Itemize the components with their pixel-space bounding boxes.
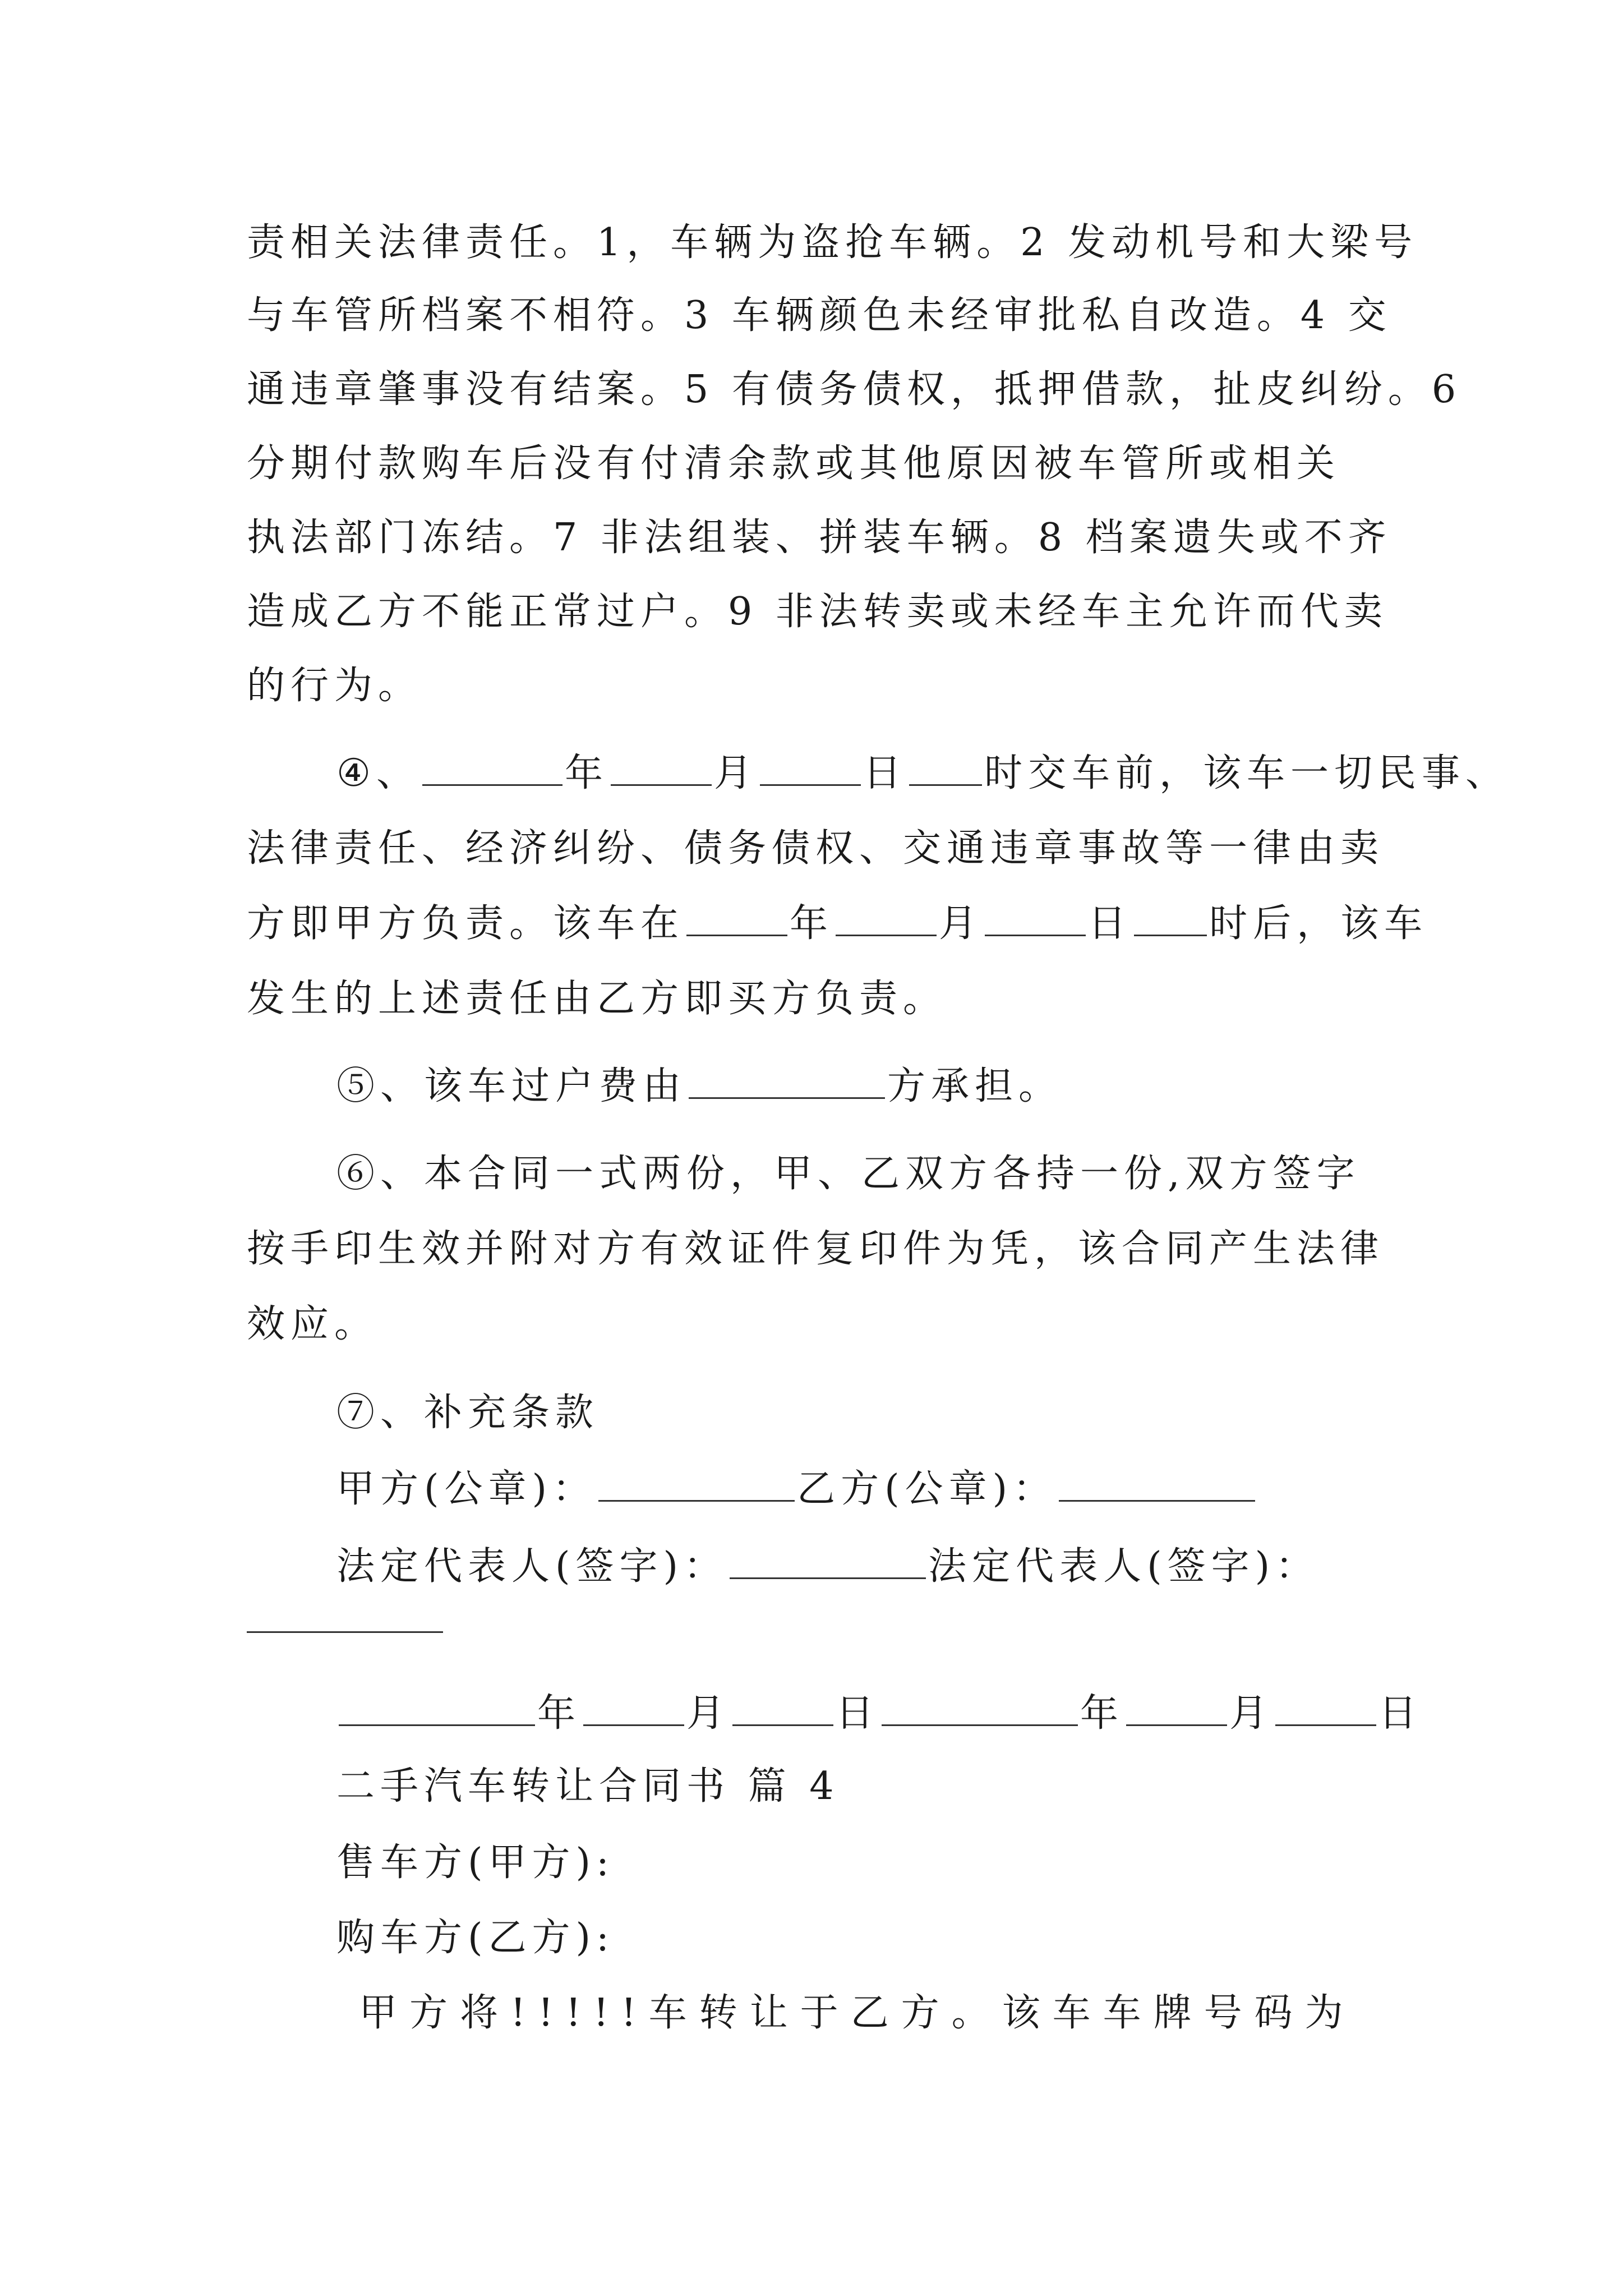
- paragraph-line: 与车管所档案不相符。3 车辆颜色未经审批私自改造。4 交: [247, 293, 1392, 338]
- year-blank[interactable]: [422, 753, 562, 786]
- month-blank[interactable]: [836, 903, 937, 936]
- representative-line: [336, 1542, 1319, 1592]
- day-blank[interactable]: [985, 903, 1086, 936]
- buyer-label: 购车方(乙方):: [336, 1916, 615, 1960]
- day-label: 日: [1088, 901, 1132, 946]
- clause-4-line-1: [336, 748, 1509, 799]
- paragraph-line: 的行为。: [247, 664, 422, 708]
- section-title: 二手汽车转让合同书 篇 4: [336, 1764, 840, 1809]
- transfer-intro: 甲方将!!!!!车转让于乙方。该车车牌号码为: [359, 1991, 1355, 2035]
- month-label: 月: [686, 1691, 731, 1736]
- clause-6-line-2: 按手印生效并附对方有效证件复印件为凭，该合同产生法律: [247, 1227, 1385, 1271]
- party-b-seal-blank[interactable]: [1059, 1469, 1255, 1502]
- paragraph-line: 造成乙方不能正常过户。9 非法转卖或未经车主允许而代卖: [247, 590, 1388, 634]
- paragraph-line: 执法部门冻结。7 非法组装、拼装车辆。8 档案遗失或不齐: [247, 516, 1392, 560]
- rep-a-label: 法定代表人(签字)：: [336, 1544, 728, 1589]
- day-label: 日: [1378, 1691, 1423, 1736]
- seller-label: 售车方(甲方):: [336, 1841, 615, 1885]
- month-blank[interactable]: [1126, 1693, 1227, 1726]
- hour-blank[interactable]: [909, 753, 982, 786]
- day-label: 日: [836, 1691, 880, 1736]
- clause-5: [336, 1061, 1062, 1112]
- clause-4-line-4: 发生的上述责任由乙方即买方负责。: [247, 977, 947, 1021]
- clause-5-text: ⑤、该车过户费由: [336, 1064, 687, 1108]
- rep-b-label: 法定代表人(签字)：: [928, 1544, 1320, 1589]
- clause-4-text: 时后，该车: [1209, 901, 1428, 946]
- paragraph-line: 通违章肇事没有结案。5 有债务债权，抵押借款，扯皮纠纷。6: [247, 367, 1462, 412]
- seal-line: [336, 1464, 1257, 1515]
- month-blank[interactable]: [611, 753, 712, 786]
- year-blank[interactable]: [686, 903, 787, 936]
- hour-blank[interactable]: [1134, 903, 1207, 936]
- year-label: 年: [790, 901, 834, 946]
- year-label: 年: [564, 751, 608, 795]
- year-blank[interactable]: [339, 1693, 535, 1726]
- day-blank[interactable]: [732, 1693, 833, 1726]
- year-label: 年: [1080, 1691, 1124, 1736]
- clause-4-line-3: [247, 899, 1428, 949]
- clause-6-line-3: 效应。: [247, 1302, 379, 1346]
- rep-b-blank[interactable]: [247, 1631, 443, 1633]
- paragraph-line: 责相关法律责任。1，车辆为盗抢车辆。2 发动机号和大梁号: [247, 220, 1418, 265]
- date-line: [336, 1688, 1422, 1739]
- clause-7: ⑦、补充条款: [336, 1391, 600, 1435]
- clause-4-text: 方即甲方负责。该车在: [247, 901, 685, 946]
- clause-4-text: 时交车前，该车一切民事、: [984, 751, 1510, 795]
- month-label: 月: [1229, 1691, 1274, 1736]
- day-blank[interactable]: [760, 753, 861, 786]
- day-blank[interactable]: [1275, 1693, 1376, 1726]
- paragraph-line: 分期付款购车后没有付清余款或其他原因被车管所或相关: [247, 441, 1341, 486]
- month-label: 月: [713, 751, 758, 795]
- party-a-seal-label: 甲方(公章)：: [336, 1467, 597, 1511]
- month-blank[interactable]: [583, 1693, 684, 1726]
- party-b-seal-label: 乙方(公章)：: [797, 1467, 1057, 1511]
- month-label: 月: [939, 901, 983, 946]
- clause-4-prefix: ④、: [336, 751, 420, 795]
- fee-party-blank[interactable]: [689, 1066, 885, 1099]
- clause-6-line-1: ⑥、本合同一式两份，甲、乙双方各持一份,双方签字: [336, 1152, 1361, 1196]
- party-a-seal-blank[interactable]: [598, 1469, 795, 1502]
- day-label: 日: [863, 751, 907, 795]
- clause-5-text: 方承担。: [887, 1064, 1063, 1108]
- rep-a-blank[interactable]: [730, 1546, 926, 1579]
- clause-4-line-2: 法律责任、经济纠纷、债务债权、交通违章事故等一律由卖: [247, 826, 1385, 871]
- year-blank[interactable]: [882, 1693, 1078, 1726]
- year-label: 年: [537, 1691, 582, 1736]
